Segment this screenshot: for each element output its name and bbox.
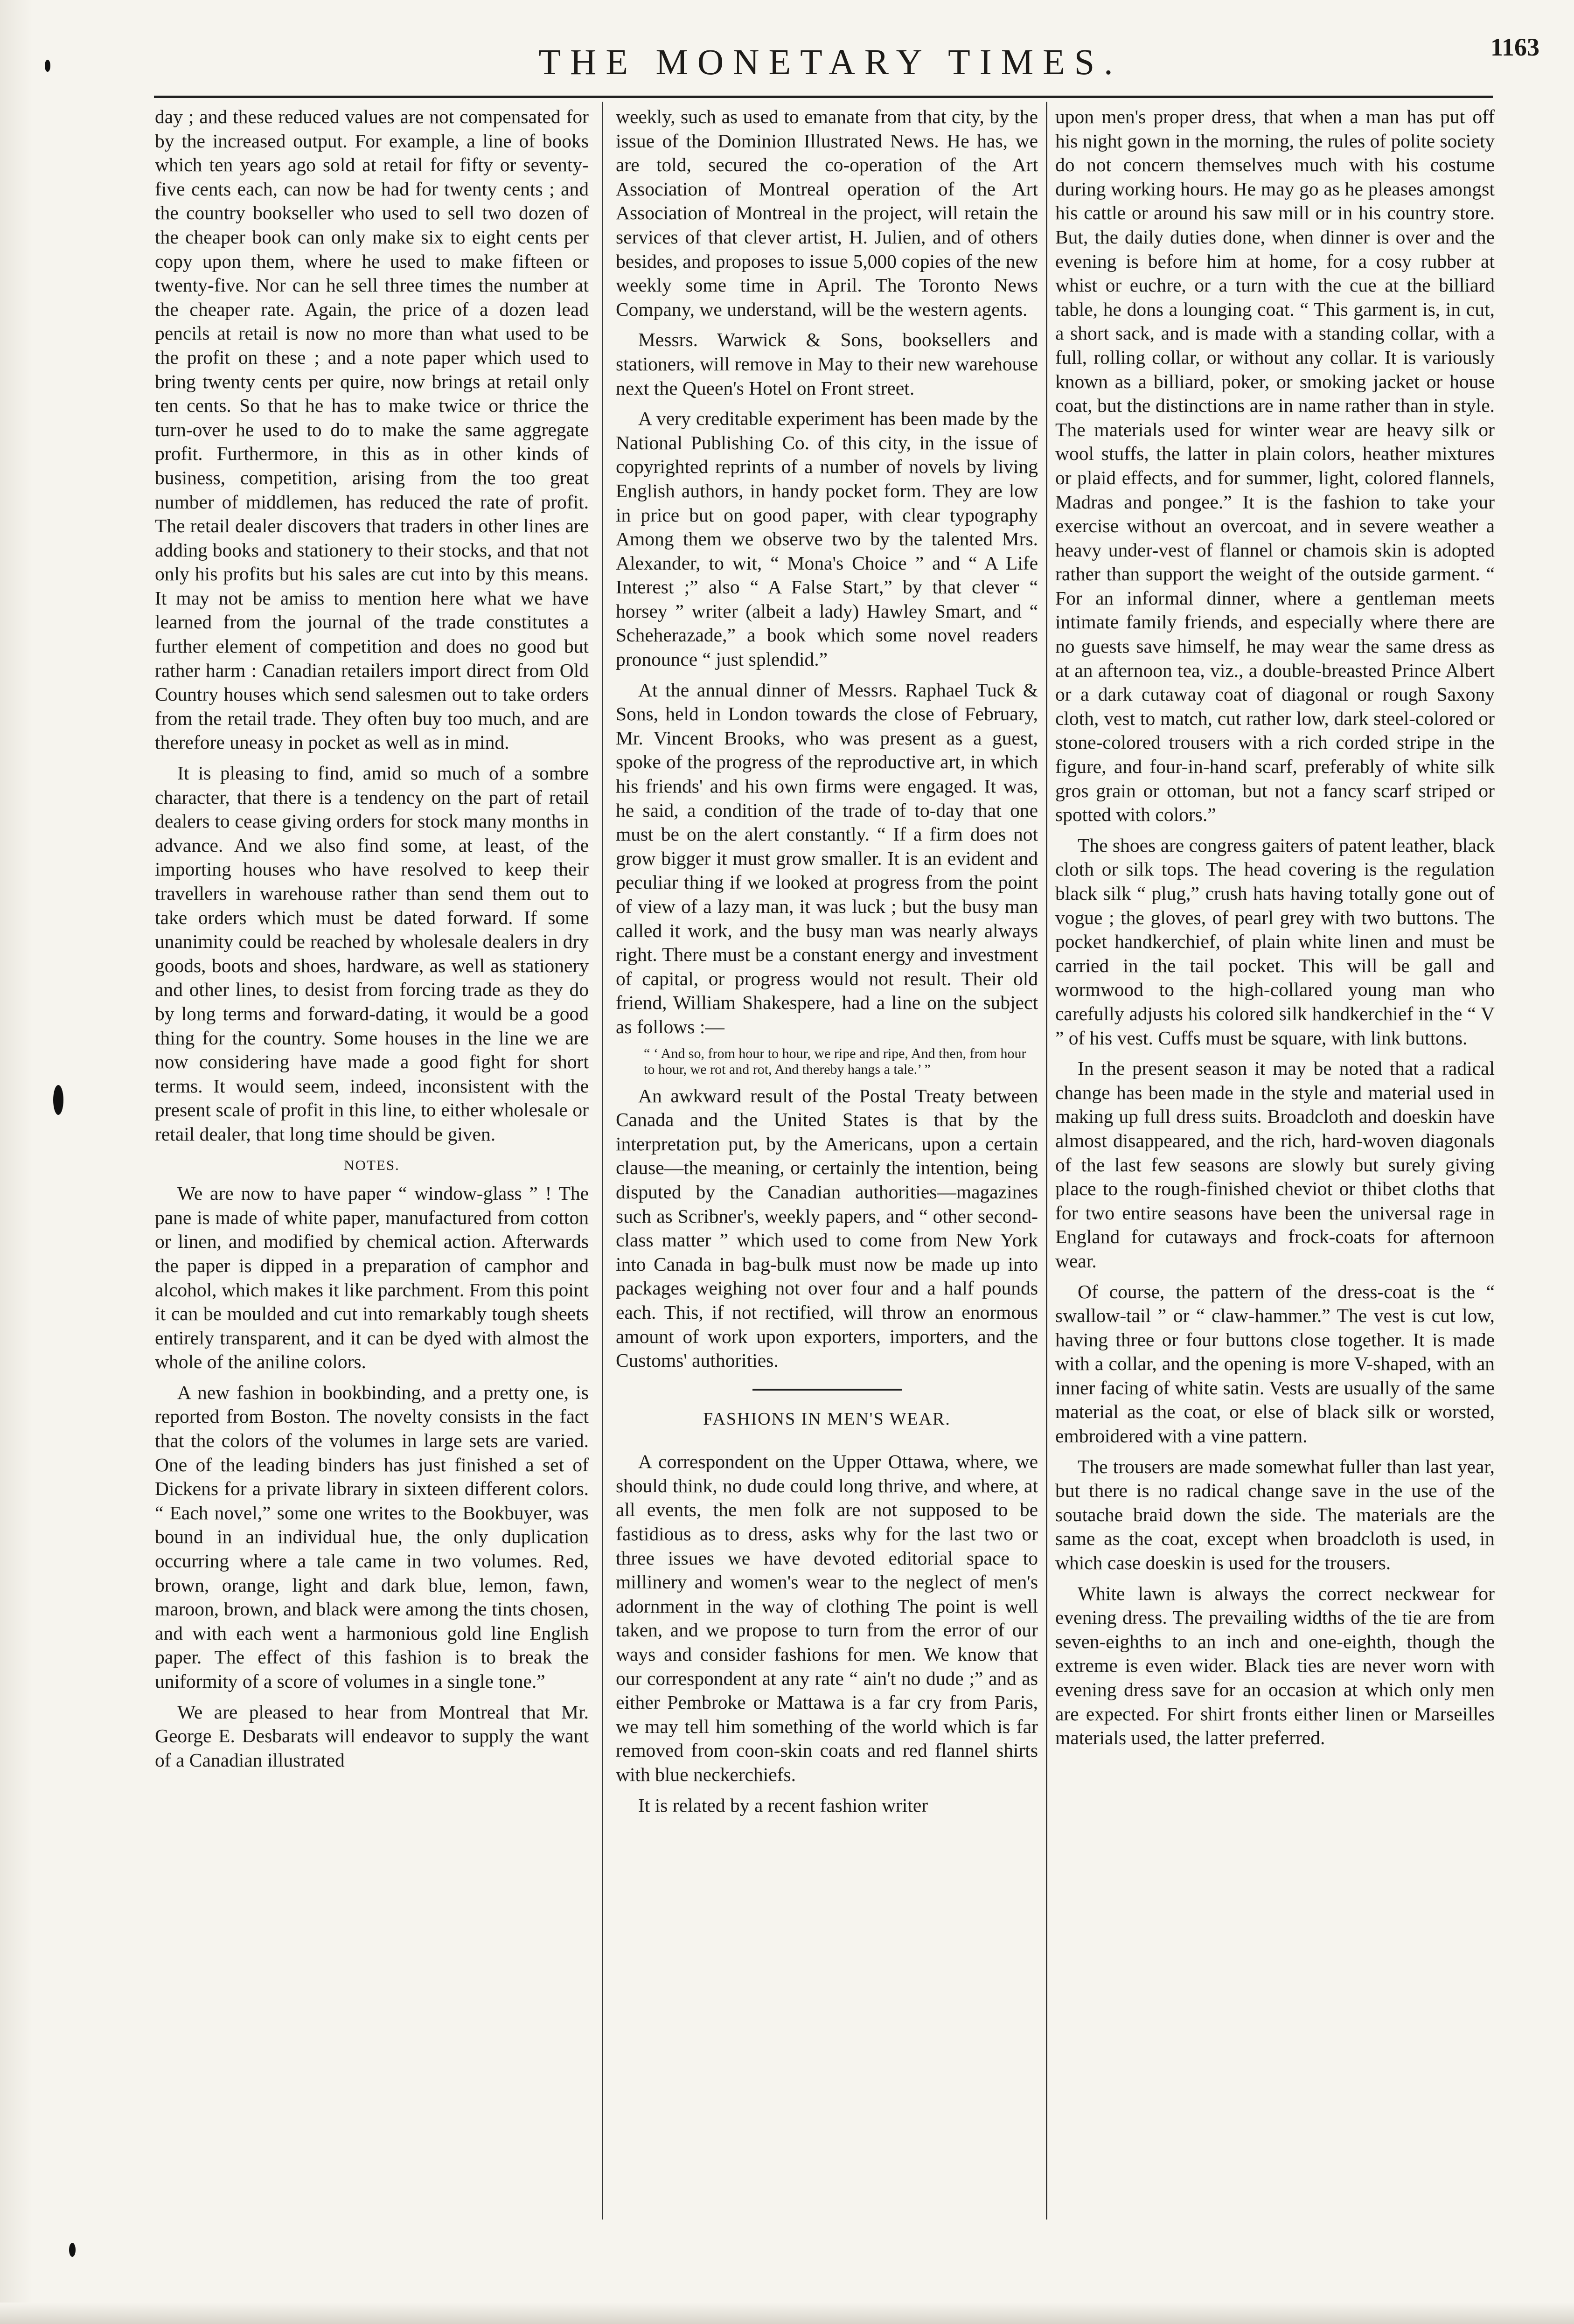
paragraph: day ; and these reduced values are not compensated for by the increased output. For example, a line of books which ten years ago sold at retail for fifty or seventy-five cents each, can now be had for twenty cents ; and the country bookseller who used to sell two dozen of the cheaper book can only make six to eight cents per copy upon them, where he used to make fifteen or twenty-five. Nor can he sell three times the number at the cheaper rate. Again, the price of a dozen lead pencils at retail is now no more than what used to be the profit on these ; and a note paper which used to bring twenty cents per quire, now brings at retail only ten cents. So that he has to make twice or thrice the turn-over he used to do to make the same aggregate profit. Furthermore, in this as in other kinds of business, competition, arising from the too great number of middlemen, has reduced the rate of profit. The retail dealer discovers that traders in other lines are adding books and stationery to their stocks, and that not only his profits but his sales are cut into by this means. It may not be amiss to mention here what we have learned from the journal of the trade constitutes a further element of competition and does no good but rather harm : Canadian retailers import direct from Old Country houses which send salesmen out to take orders from the retail trade. They often buy too much, and are therefore uneasy in pocket as well as in mind. [155,106,589,753]
paragraph: Of course, the pattern of the dress-coat is the “ swallow-tail ” or “ claw-hammer.” The vest is cut low, having three or four buttons close together. It is made with a collar, and the opening is more V-shaped, with an inner facing of white satin. Vests are usually of the same material as the coat, or else of black silk or worsted, embroidered with a vine pattern. [1055,1280,1495,1447]
paragraph: We are pleased to hear from Montreal that Mr. George E. Desbarats will endeavor to supply the want of a Canadian illustrated [155,1701,589,1771]
paragraph: A very creditable experiment has been made by the National Publishing Co. of this city, in the issue of copyrighted reprints of a number of novels by living English authors, in handy pocket form. They are low in price but on good paper, with clear typography Among them we observe two by the talented Mrs. Alexander, to wit, “ Mona's Choice ” and “ A Life Interest ;” also “ A False Start,” by that clever “ horsey ” writer (albeit a lady) Hawley Smart, and “ Scheherazade,” a book which some novel readers pronounce “ just splendid.” [616,408,1038,670]
paragraph: We are now to have paper “ window-glass ” ! The pane is made of white paper, manufactured from cotton or linen, and modified by chemical action. Afterwards the paper is dipped in a preparation of camphor and alcohol, which makes it like parchment. From this point it can be moulded and cut into remarkably tough sheets entirely transparent, and it can be dyed with almost the whole of the aniline colors. [155,1183,589,1373]
verse-quote: “ ‘ And so, from hour to hour, we ripe and ripe, And then, from hour to hour, we rot and rot, And thereby hangs a tale.’ ” [644,1045,1026,1077]
ink-mark [45,60,50,72]
column-3 [1055,105,1495,2213]
column-divider [602,102,603,2220]
section-heading: FASHIONS IN MEN'S WEAR. [703,1409,951,1429]
notes-heading: NOTES. [344,1156,400,1173]
page-header [154,33,1539,89]
ink-mark [69,2243,76,2257]
paragraph: The shoes are congress gaiters of patent leather, black cloth or silk tops. The head covering is the regulation black silk “ plug,” crush hats having totally gone out of vogue ; the gloves, of pearl grey with two buttons. The pocket handkerchief, of plain white linen and must be carried in the tail pocket. This will be gall and wormwood to the high-collared young man who carefully adjusts his colored silk handkerchief in the “ V ” of his vest. Cuffs must be square, with link buttons. [1055,834,1495,1049]
paragraph: weekly, such as used to emanate from that city, by the issue of the Dominion Illustrated News. He has, we are told, secured the co-operation of the Art Association of Montreal operation of the Art Association of Montreal in the project, will retain the services of that clever artist, H. Julien, and of others besides, and proposes to issue 5,000 copies of the new weekly some time in April. The Toronto News Company, we understand, will be the western agents. [616,106,1038,320]
paragraph: In the present season it may be noted that a radical change has been made in the style and material used in making up full dress suits. Broadcloth and doeskin have almost disappeared, and the rich, hard-woven diagonals of the last few seasons are slowly but surely giving place to the rough-finished cheviot or thibet cloths that for two entire seasons have been the universal rage in England for cutaways and frock-coats for afternoon wear. [1055,1058,1495,1272]
header-rule [154,96,1493,98]
page-number: 1163 [1490,33,1539,61]
paragraph: It is pleasing to find, amid so much of a sombre character, that there is a tendency on the part of retail dealers to cease giving orders for stock many months in advance. And we also find some, at least, of the importing houses who have resolved to keep their travellers in warehouse rather than send them out to take orders which must be dated forward. If some unanimity could be reached by wholesale dealers in dry goods, boots and shoes, hardware, as well as stationery and other lines, to desist from forcing trade as they do by long terms and forward-dating, it would be a good thing for the country. Some houses in the line we are now considering have made a good fight for short terms. It would seem, indeed, inconsistent with the present scale of profit in this line, to either wholesale or retail dealer, that long time should be given. [155,762,589,1145]
paragraph: An awkward result of the Postal Treaty between Canada and the United States is that by the interpretation put, by the Americans, upon a certain clause—the meaning, or certainly the intention, being disputed by the Canadian authorities—magazines such as Scribner's, weekly papers, and “ other second-class matter ” which used to come from New York into Canada in bag-bulk must now be made up into packages weighing not over four and a half pounds each. This, if not rectified, will throw an enormous amount of work upon exporters, importers, and the Customs' authorities. [616,1085,1038,1371]
paragraph: A new fashion in bookbinding, and a pretty one, is reported from Boston. The novelty consists in the fact that the colors of the volumes in large sets are varied. One of the leading binders has just finished a set of Dickens for a private library in sixteen different colors. “ Each novel,” some one writes to the Bookbuyer, was bound in an individual hue, the only duplication occurring where a tale came in two volumes. Red, brown, orange, light and dark blue, lemon, fawn, maroon, brown, and black were among the tints chosen, and with each went a harmonious gold line English paper. The effect of this fashion is to break the uniformity of a score of volumes in a single tone.” [155,1381,589,1692]
scan-bottom-edge [0,2303,1574,2324]
paragraph: White lawn is always the correct neckwear for evening dress. The prevailing widths of the tie are from seven-eighths to an inch and one-eighth, though the extreme is even wider. Black ties are never worn with evening dress save for an occasion at which only men are expected. For shirt fronts either linen or Marseilles materials used, the latter preferred. [1055,1582,1495,1749]
paragraph: The trousers are made somewhat fuller than last year, but there is no radical change save in the use of the soutache braid down the side. The materials are the same as the coat, except when broadcloth is used, in which case doeskin is used for the trousers. [1055,1455,1495,1574]
scan-margin [0,0,33,2324]
column-2 [616,105,1038,2213]
column-1 [155,105,589,2213]
masthead: THE MONETARY TIMES. [538,42,1122,82]
paragraph: It is related by a recent fashion writer [638,1794,928,1816]
paragraph: A correspondent on the Upper Ottawa, where, we should think, no dude could long thrive, and where, at all events, the men folk are not supposed to be fastidious as to dress, asks why for the last two or three issues we have devoted editorial space to millinery and women's wear to the neglect of men's adornment in the way of clothing The point is well taken, and we propose to turn from the error of our ways and consider fashions for men. We know that our correspondent at any rate “ ain't no dude ;” and as either Pembroke or Mattawa is a far cry from Paris, we may tell him something of the world which is far removed from coon-skin coats and red flannel shirts with blue neckerchiefs. [616,1451,1038,1785]
section-rule [752,1389,902,1391]
ink-mark [53,1085,63,1115]
paragraph: At the annual dinner of Messrs. Raphael Tuck & Sons, held in London towards the close of February, Mr. Vincent Brooks, who was present as a guest, spoke of the progress of the reproductive art, in which his friends' and his own firms were engaged. It was, he said, a condition of the trade of to-day that one must be on the alert constantly. “ If a firm does not grow bigger it must grow smaller. It is an evident and peculiar thing if we looked at progress from the point of view of a lazy man, it was luck ; but the busy man called it work, and the busy man was nearly always right. There must be a constant energy and investment of capital, or progress would not result. Their old friend, William Shakespere, had a line on the subject as follows :— [616,679,1038,1037]
column-divider [1046,102,1047,2220]
paragraph: upon men's proper dress, that when a man has put off his night gown in the morning, the rules of polite society do not concern themselves much with his costume during working hours. He may go as he pleases amongst his cattle or around his saw mill or in his country store. But, the daily duties done, when dinner is over and the evening is before him at home, for a cosy rubber at whist or euchre, or a turn with the cue at the billiard table, he dons a lounging coat. “ This garment is, in cut, a short sack, and is made with a standing collar, with a full, rolling collar, or without any collar. It is variously known as a billiard, poker, or smoking jacket or house coat, but the distinctions are in name rather than in style. The materials used for winter wear are heavy silk or wool stuffs, the latter in plain colors, heather mixtures or plaid effects, and for summer, light, colored flannels, Madras and pongee.” It is the fashion to take your exercise without an overcoat, and in severe weather a heavy under-vest of flannel or chamois skin is adopted rather than support the weight of the outside garment. “ For an informal dinner, where a gentleman meets intimate family friends, and especially where there are no guests save himself, he may wear the same dress as at an afternoon tea, viz., a double-breasted Prince Albert or a dark cutaway coat of diagonal or rough Saxony cloth, vest to match, cut rather low, dark steel-colored or stone-colored trousers with a rich corded stripe in the figure, and four-in-hand scarf, preferably of white silk gros grain or ottoman, but not a fancy scarf striped or spotted with colors.” [1055,106,1495,826]
paragraph: Messrs. Warwick & Sons, booksellers and stationers, will remove in May to their new warehouse next the Queen's Hotel on Front street. [616,329,1038,399]
